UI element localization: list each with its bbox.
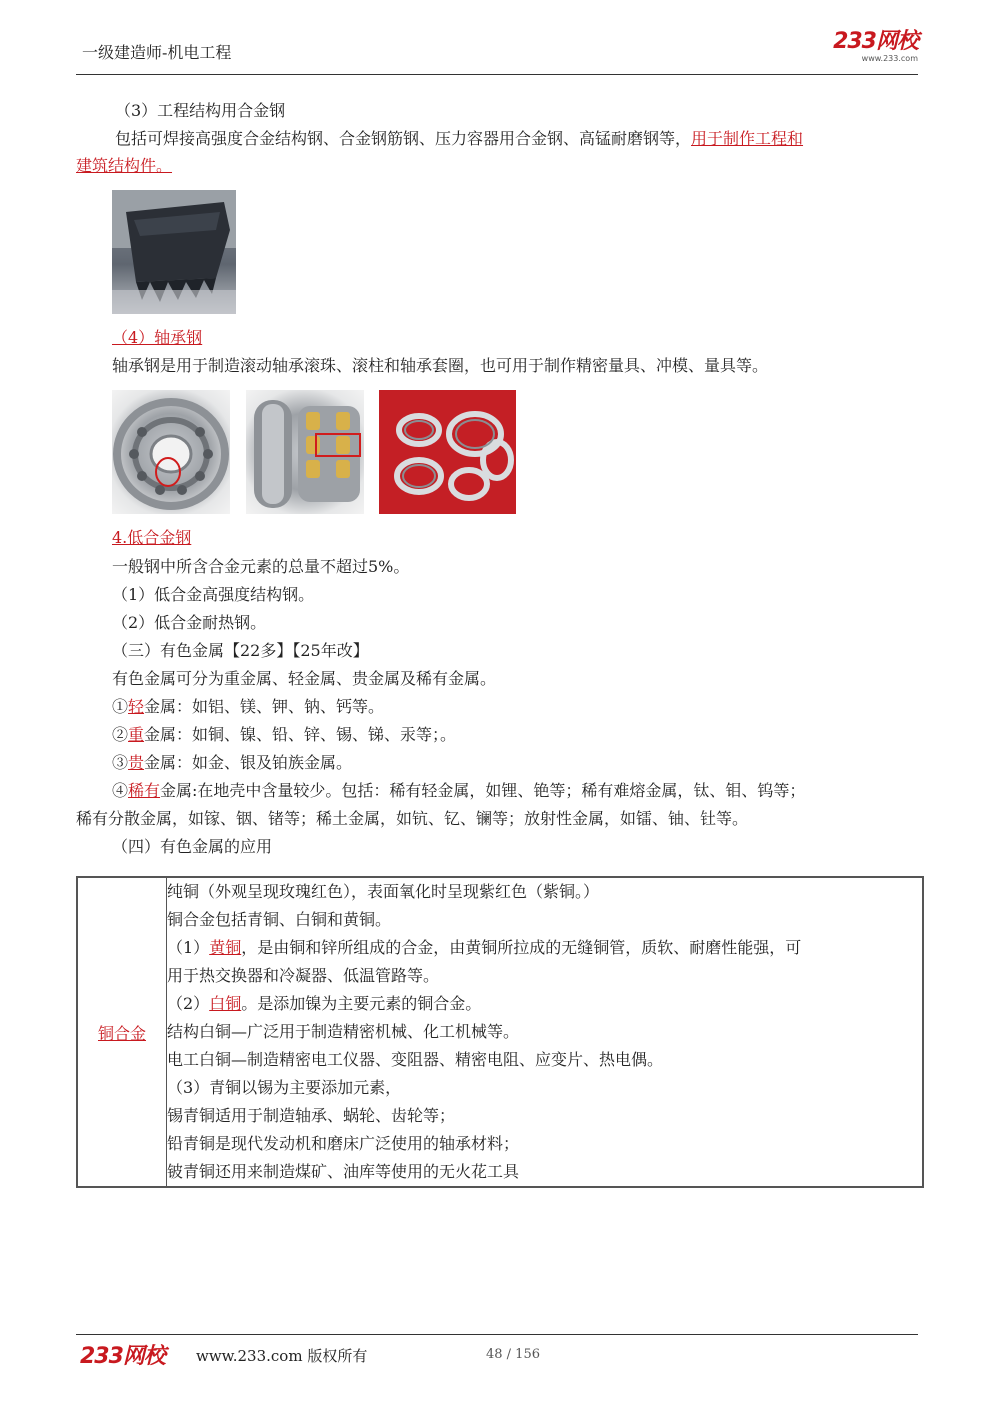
table-line: （3）青铜以锡为主要添加元素， [167, 1078, 402, 1097]
table-line: 锡青铜适用于制造轴承、蜗轮、齿轮等； [167, 1106, 456, 1125]
bearing-rings-drawing [379, 390, 516, 514]
heavy-metal-key: 重 [128, 725, 145, 744]
table-line: 电工白铜—制造精密电工仪器、变阻器、精密电阻、应变片、热电偶。 [167, 1050, 664, 1069]
sec3-emphasis-cont: 建筑结构件。 [76, 156, 173, 175]
list-marker: （1） [167, 938, 210, 957]
low-alloy-item-1: （1）低合金高强度结构钢。 [112, 585, 315, 604]
precious-metal-text: 金属：如金、银及铂族金属。 [144, 753, 353, 772]
logo-subtext: www.233.com [861, 54, 918, 63]
light-metal-key: 轻 [128, 697, 145, 716]
table-line: 用于热交换器和冷凝器、低温管路等。 [167, 966, 440, 985]
bearing-drawing-1 [112, 390, 230, 514]
rare-metal-line [112, 780, 805, 802]
precious-metal-key: 贵 [128, 753, 145, 772]
sec3-text: 包括可焊接高强度合金结构钢、合金钢筋钢、压力容器用合金钢、高锰耐磨钢等， [115, 129, 692, 148]
table-line [167, 934, 922, 962]
sec3-paragraph [115, 128, 803, 150]
document-title: 一级建造师-机电工程 [82, 43, 232, 62]
table-line: 铍青铜还用来制造煤矿、油库等使用的无火花工具 [167, 1162, 520, 1181]
nonferrous-paragraph: 有色金属可分为重金属、轻金属、贵金属及稀有金属。 [112, 669, 497, 688]
footer-copyright: www.233.com 版权所有 [196, 1347, 368, 1365]
logo-text: 233网校 [833, 29, 918, 54]
page-footer [76, 1334, 918, 1375]
bucket-drawing [112, 190, 236, 314]
sec3-paragraph-cont [76, 155, 172, 177]
list-marker: ② [112, 725, 129, 744]
precious-metal-line [112, 752, 352, 774]
table-line [167, 990, 922, 1018]
low-alloy-heading: 4.低合金钢 [112, 528, 192, 547]
rare-metal-line-cont: 稀有分散金属，如镓、铟、锗等；稀土金属，如钪、钇、镧等；放射性金属，如镭、铀、钍等。 [76, 809, 749, 828]
brass-text: ，是由铜和锌所组成的合金，由黄铜所拉成的无缝铜管，质软、耐磨性能强，可 [241, 938, 802, 957]
rare-metal-text: 金属:在地壳中含量较少。包括：稀有轻金属，如锂、铯等；稀有难熔金属，钛、钼、钨等； [160, 781, 806, 800]
table-line: 纯铜（外观呈现玫瑰红色），表面氧化时呈现紫红色（紫铜。） [167, 882, 600, 901]
excavator-bucket-image [112, 190, 236, 314]
cupronickel-text: 。是添加镍为主要元素的铜合金。 [241, 994, 482, 1013]
sec4-heading: （4）轴承钢 [112, 328, 203, 347]
sec4-paragraph: 轴承钢是用于制造滚动轴承滚珠、滚柱和轴承套圈，也可用于制作精密量具、冲模、量具等。 [112, 356, 769, 375]
low-alloy-item-2: （2）低合金耐热钢。 [112, 613, 267, 632]
self-aligning-bearing-image [112, 390, 230, 514]
table-line: 铜合金包括青铜、白铜和黄铜。 [167, 910, 392, 929]
table-line: 铅青铜是现代发动机和磨床广泛使用的轴承材料； [167, 1134, 520, 1153]
light-metal-line [112, 696, 384, 718]
brand-logo [833, 30, 918, 64]
page-number: 48 / 156 [486, 1347, 540, 1362]
content-cell [167, 877, 924, 1187]
low-alloy-paragraph: 一般钢中所含合金元素的总量不超过5%。 [112, 557, 410, 576]
list-marker: （2） [167, 994, 210, 1013]
nonferrous-heading: （三）有色金属【22多】【25年改】 [112, 641, 369, 660]
spherical-roller-bearing-image [246, 390, 364, 514]
rare-metal-key: 稀有 [128, 781, 161, 800]
sec3-heading: （3）工程结构用合金钢 [115, 101, 286, 120]
heavy-metal-text: 金属：如铜、镍、铅、锌、锡、锑、汞等；。 [144, 725, 457, 744]
category-label: 铜合金 [97, 1023, 146, 1043]
sec3-emphasis: 用于制作工程和 [691, 129, 804, 148]
list-marker: ④ [112, 781, 129, 800]
table-line: 结构白铜—广泛用于制造精密机械、化工机械等。 [167, 1022, 520, 1041]
copper-alloy-table [76, 876, 924, 1188]
heavy-metal-line [112, 724, 456, 746]
footer-logo: 233网校 [80, 1344, 165, 1369]
cupronickel-key: 白铜 [209, 994, 242, 1013]
light-metal-text: 金属：如铝、镁、钾、钠、钙等。 [144, 697, 385, 716]
table-row [77, 877, 923, 1187]
bearing-drawing-2 [246, 390, 364, 514]
page-header [76, 30, 918, 75]
bearing-rings-image [379, 390, 516, 514]
brass-key: 黄铜 [209, 938, 242, 957]
list-marker: ③ [112, 753, 129, 772]
category-cell [77, 877, 167, 1187]
application-heading: （四）有色金属的应用 [112, 837, 273, 856]
list-marker: ① [112, 697, 129, 716]
